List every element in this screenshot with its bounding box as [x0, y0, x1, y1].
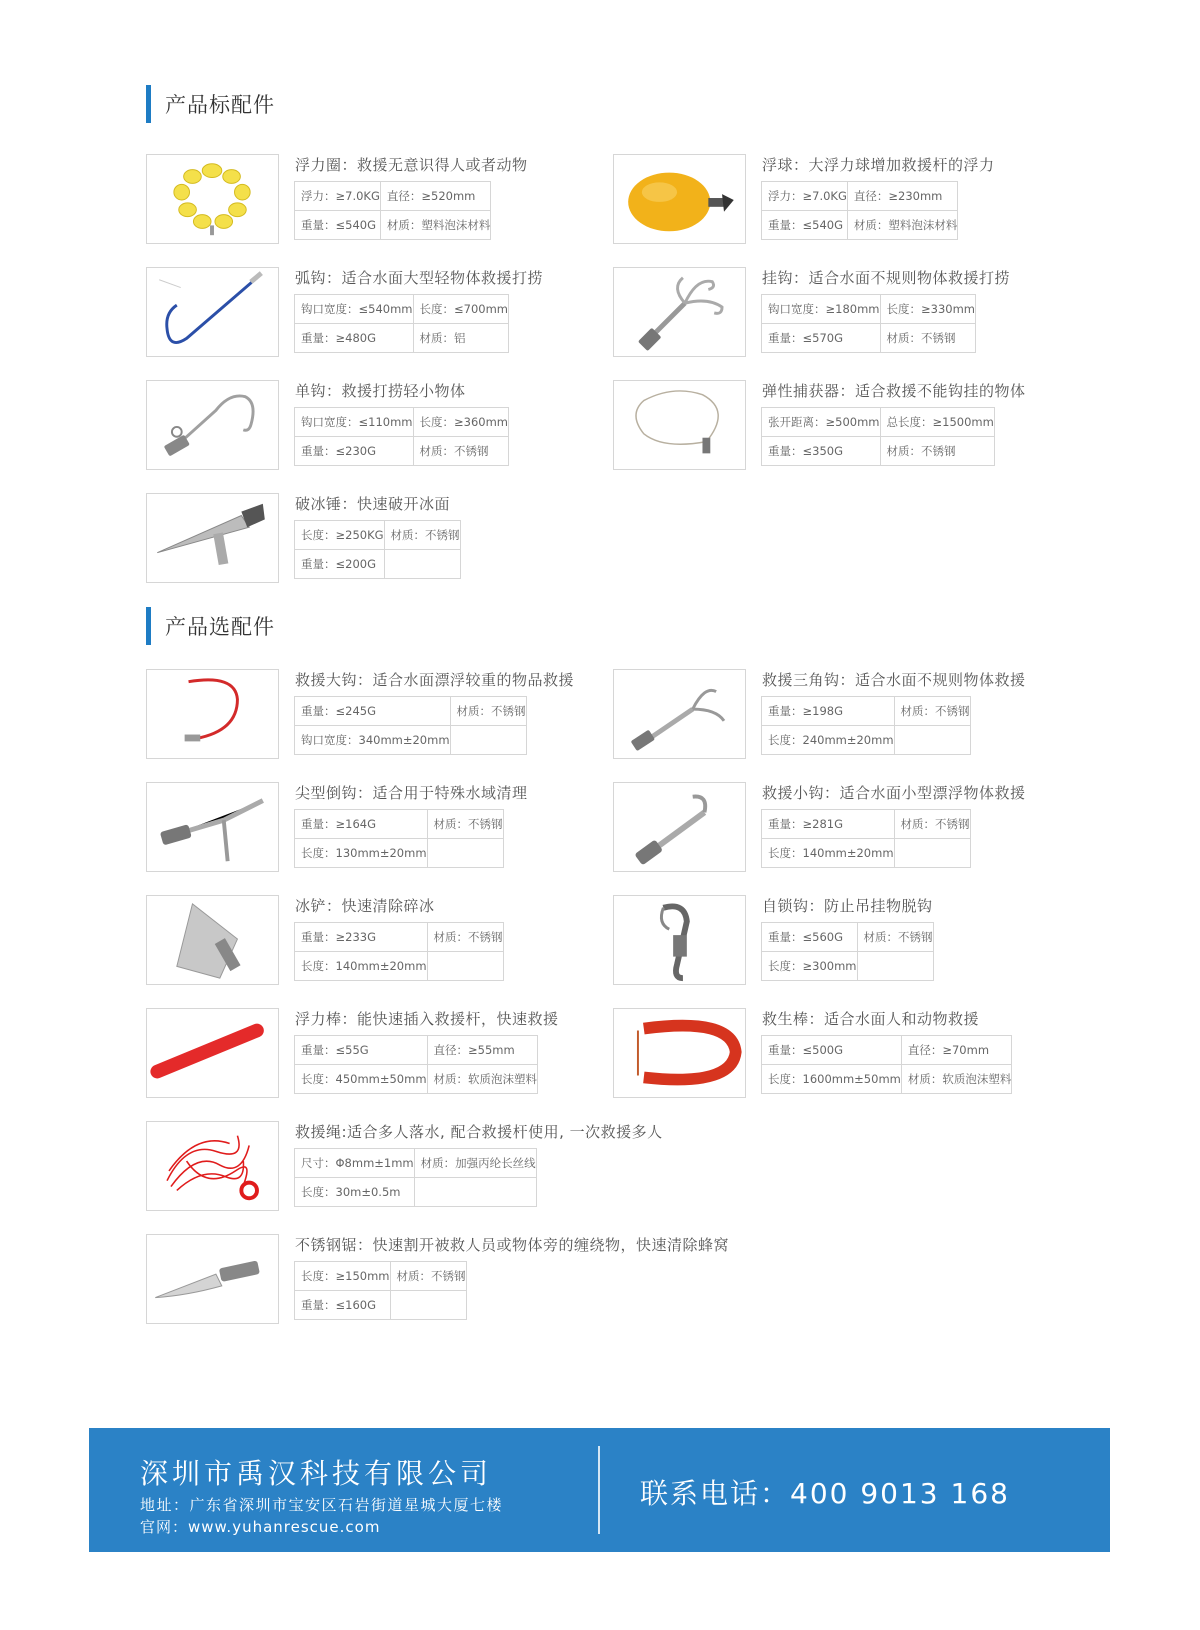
single-hook-image: [146, 380, 279, 470]
spec-table: 浮力：≥7.0KG 直径：≥230mm 重量：≤540G 材质：塑料泡沫材料: [761, 181, 958, 240]
product-title: 尖型倒钩：适合用于特殊水域清理: [295, 784, 528, 802]
product-title: 挂钩：适合水面不规则物体救援打捞: [762, 269, 1011, 287]
product-title: 冰铲：快速清除碎冰: [295, 897, 435, 915]
arc-hook-image: [146, 267, 279, 357]
ice-shovel-image: [146, 895, 279, 985]
company-address: 地址：广东省深圳市宝安区石岩街道星城大厦七楼: [140, 1496, 504, 1514]
product-title: 弹性捕获器：适合救援不能钩挂的物体: [762, 382, 1026, 400]
product-title: 破冰锤：快速破开冰面: [295, 495, 451, 513]
spec-table: 浮力：≥7.0KG 直径：≥520mm 重量：≤540G 材质：塑料泡沫材料: [294, 181, 491, 240]
section-accent-bar: [146, 85, 151, 123]
contact-phone: 联系电话：400 9013 168: [640, 1477, 1010, 1510]
spec-table: 重量：≤500G 直径：≥70mm 长度：1600mm±50mm 材质：软质泡沫塑料: [761, 1035, 1012, 1094]
rescue-rope-image: [146, 1121, 279, 1211]
product-title: 救生棒：适合水面人和动物救援: [762, 1010, 980, 1028]
spec-table: 钩口宽度：≤110mm 长度：≥360mm 重量：≤230G 材质：不锈钢: [294, 407, 509, 466]
spec-table: 重量：≥198G 材质：不锈钢 长度：240mm±20mm: [761, 696, 971, 755]
product-title: 单钩：救援打捞轻小物体: [295, 382, 466, 400]
pointed-barb-hook-image: [146, 782, 279, 872]
float-ring-image: [146, 154, 279, 244]
lifesaving-stick-image: [613, 1008, 746, 1098]
company-website[interactable]: 官网：www.yuhanrescue.com: [140, 1518, 381, 1536]
section-accent-bar: [146, 607, 151, 645]
spec-table: 长度：≥250KG 材质：不锈钢 重量：≤200G: [294, 520, 461, 579]
section-standard-title: 产品标配件: [146, 84, 275, 124]
product-title: 救援三角钩：适合水面不规则物体救援: [762, 671, 1026, 689]
spec-table: 重量：≤245G 材质：不锈钢 钩口宽度：340mm±20mm: [294, 696, 527, 755]
ice-hammer-image: [146, 493, 279, 583]
triangle-hook-image: [613, 669, 746, 759]
footer-divider: [598, 1446, 600, 1534]
product-title: 弧钩：适合水面大型轻物体救援打捞: [295, 269, 544, 287]
section-optional-title: 产品选配件: [146, 606, 275, 646]
spec-table: 重量：≥233G 材质：不锈钢 长度：140mm±20mm: [294, 922, 504, 981]
product-title: 浮球：大浮力球增加救援杆的浮力: [762, 156, 995, 174]
spec-table: 重量：≤560G 材质：不锈钢 长度：≥300mm: [761, 922, 934, 981]
company-name: 深圳市禹汉科技有限公司: [140, 1457, 493, 1490]
product-title: 自锁钩：防止吊挂物脱钩: [762, 897, 933, 915]
spec-table: 张开距离：≥500mm 总长度：≥1500mm 重量：≤350G 材质：不锈钢: [761, 407, 995, 466]
grapple-hook-image: [613, 267, 746, 357]
footer-banner: [89, 1428, 1110, 1552]
spec-table: 钩口宽度：≥180mm 长度：≥330mm 重量：≤570G 材质：不锈钢: [761, 294, 976, 353]
spec-table: 重量：≥164G 材质：不锈钢 长度：130mm±20mm: [294, 809, 504, 868]
product-title: 浮力圈：救援无意识得人或者动物: [295, 156, 528, 174]
spec-table: 重量：≤55G 直径：≥55mm 长度：450mm±50mm 材质：软质泡沫塑料: [294, 1035, 538, 1094]
product-title: 救援绳:适合多人落水, 配合救援杆使用, 一次救援多人: [295, 1123, 663, 1141]
self-locking-hook-image: [613, 895, 746, 985]
spec-table: 尺寸：Φ8mm±1mm 材质：加强丙纶长丝线 长度：30m±0.5m: [294, 1148, 537, 1207]
spec-table: 重量：≥281G 材质：不锈钢 长度：140mm±20mm: [761, 809, 971, 868]
float-ball-image: [613, 154, 746, 244]
product-title: 救援大钩：适合水面漂浮较重的物品救援: [295, 671, 575, 689]
spec-table: 长度：≥150mm 材质：不锈钢 重量：≤160G: [294, 1261, 467, 1320]
buoyancy-stick-image: [146, 1008, 279, 1098]
big-rescue-hook-image: [146, 669, 279, 759]
spec-table: 钩口宽度：≤540mm 长度：≤700mm 重量：≥480G 材质：铝: [294, 294, 509, 353]
product-title: 不锈钢锯：快速割开被救人员或物体旁的缠绕物，快速清除蜂窝: [295, 1236, 730, 1254]
stainless-saw-image: [146, 1234, 279, 1324]
product-title: 浮力棒：能快速插入救援杆，快速救援: [295, 1010, 559, 1028]
elastic-catcher-image: [613, 380, 746, 470]
small-rescue-hook-image: [613, 782, 746, 872]
product-title: 救援小钩：适合水面小型漂浮物体救援: [762, 784, 1026, 802]
